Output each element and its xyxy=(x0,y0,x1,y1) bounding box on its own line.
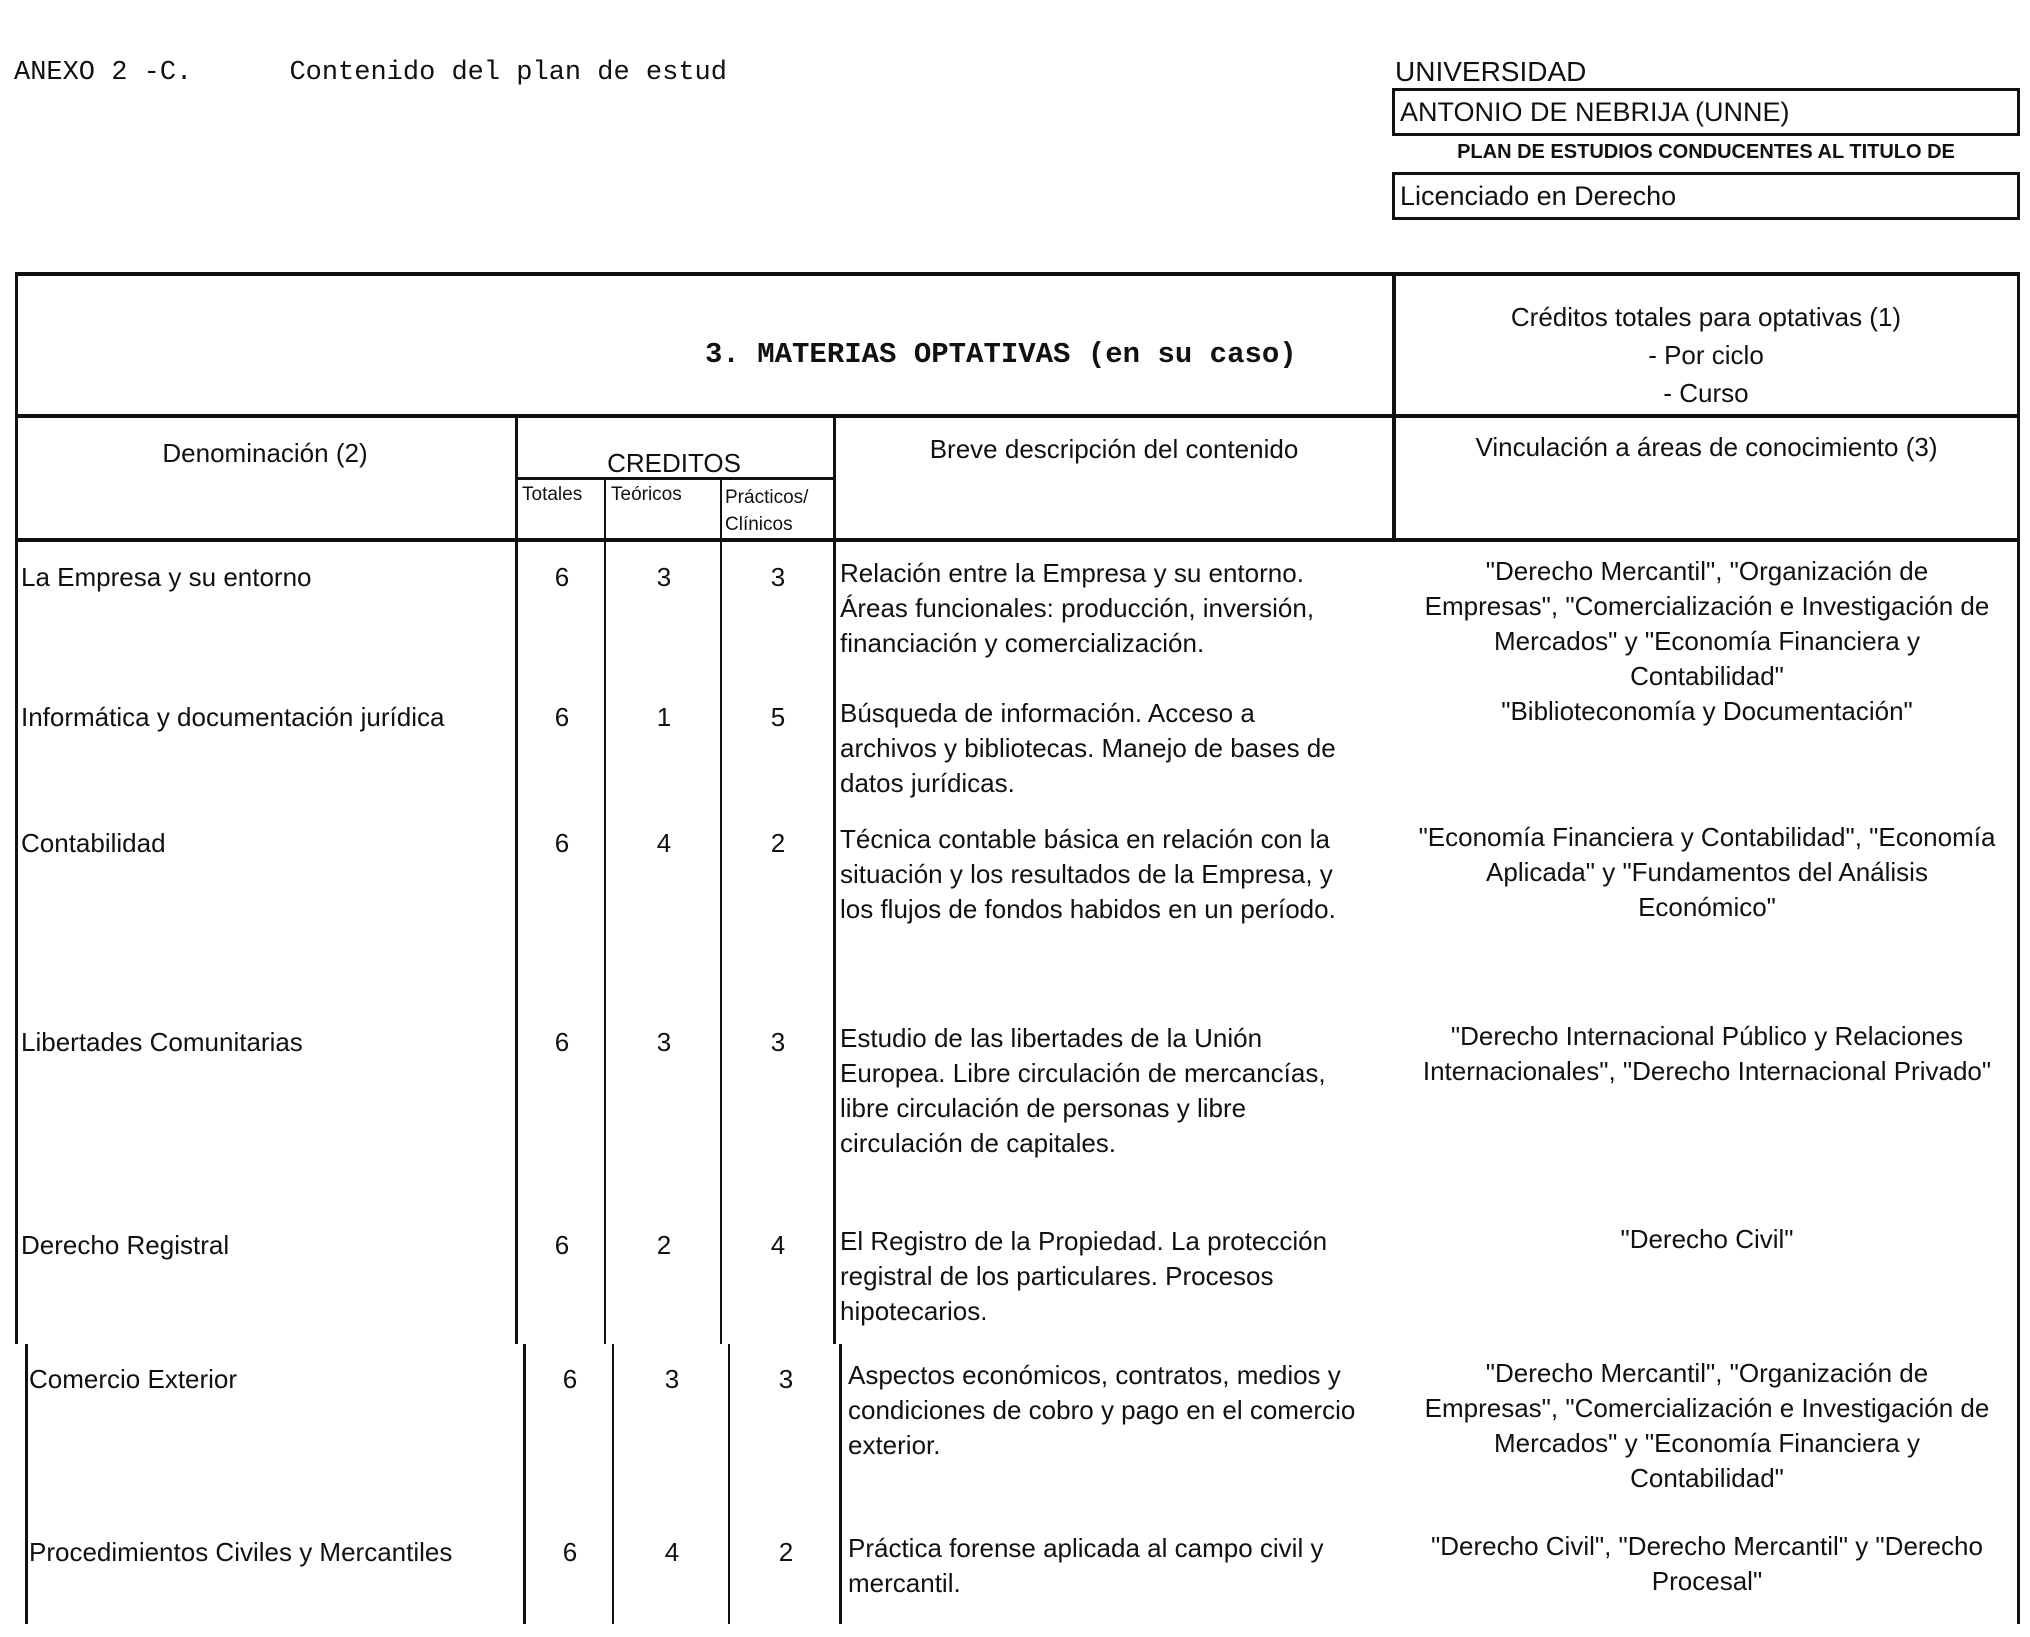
university-name-box: ANTONIO DE NEBRIJA (UNNE) xyxy=(1392,88,2020,136)
annex-label: ANEXO 2 -C. xyxy=(14,58,193,88)
description-line: Práctica forense aplicada al campo civil y xyxy=(848,1533,1324,1563)
description-line: registral de los particulares. Procesos xyxy=(840,1261,1274,1291)
subject-description xyxy=(840,1224,1385,1329)
area-line: Empresas", "Comercialización e Investigación de xyxy=(1424,1393,1990,1423)
header-divider xyxy=(15,414,2020,418)
area-line: Procesal" xyxy=(1651,1566,1763,1596)
credits-totals-cell: 6 xyxy=(554,828,570,858)
subject-name: Comercio Exterior xyxy=(29,1364,238,1394)
area-line: Mercados" y "Economía Financiera y xyxy=(1494,1428,1920,1458)
description-line: Relación entre la Empresa y su entorno. xyxy=(840,558,1304,588)
subject-description xyxy=(848,1531,1393,1601)
knowledge-areas xyxy=(1392,554,2022,694)
description-line: condiciones de cobro y pago en el comercio xyxy=(848,1395,1356,1425)
area-line: "Derecho Civil" xyxy=(1620,1224,1794,1254)
description-line: circulación de capitales. xyxy=(840,1128,1117,1158)
description-line: libre circulación de personas y libre xyxy=(840,1093,1247,1123)
credits-total-line: Créditos totales para optativas (1) xyxy=(1510,302,1902,332)
credits-practical-cell: 5 xyxy=(770,702,786,732)
area-line: Económico" xyxy=(1638,892,1776,922)
credits-totals-cell: 6 xyxy=(554,1027,570,1057)
description-line: hipotecarios. xyxy=(840,1296,988,1326)
description-line: Técnica contable básica en relación con la xyxy=(840,824,1330,854)
name-column-divider-lower xyxy=(523,1344,526,1624)
area-line: Aplicada" y "Fundamentos del Análisis xyxy=(1486,857,1928,887)
credits-totals-cell: 6 xyxy=(562,1364,578,1394)
description-column-divider xyxy=(833,414,836,1344)
subject-name: Informática y documentación jurídica xyxy=(21,702,445,732)
subject-name: Procedimientos Civiles y Mercantiles xyxy=(29,1537,453,1567)
subject-name: Contabilidad xyxy=(21,828,166,858)
content-title: Contenido del plan de estud xyxy=(289,58,727,88)
area-line: "Derecho Internacional Público y Relaciones xyxy=(1450,1021,1964,1051)
description-line: Europea. Libre circulación de mercancías, xyxy=(840,1058,1326,1088)
description-line: Estudio de las libertades de la Unión xyxy=(840,1023,1263,1053)
subject-name: Derecho Registral xyxy=(21,1230,230,1260)
area-line: "Biblioteconomía y Documentación" xyxy=(1501,696,1913,726)
totals-column-header: Totales xyxy=(522,484,583,505)
optional-subjects-table xyxy=(15,272,2020,1624)
description-line: Áreas funcionales: producción, inversión, xyxy=(840,593,1315,623)
subject-description xyxy=(840,696,1385,801)
description-line: Búsqueda de información. Acceso a xyxy=(840,698,1255,728)
credits-practical-cell: 2 xyxy=(770,828,786,858)
credits-practical-cell: 3 xyxy=(770,1027,786,1057)
credits-total-line: - Por ciclo xyxy=(1648,340,1764,370)
description-line: los flujos de fondos habidos en un período. xyxy=(840,894,1336,924)
credits-totals-cell: 6 xyxy=(554,562,570,592)
practical-header-line: Clínicos xyxy=(725,514,793,535)
column-header-divider xyxy=(15,538,2020,542)
area-line: "Economía Financiera y Contabilidad", "Economía xyxy=(1418,822,1996,852)
theory-column-divider xyxy=(720,480,722,1344)
practical-column-header xyxy=(725,484,808,538)
credits-practical-cell: 4 xyxy=(770,1230,786,1260)
area-line: Empresas", "Comercialización e Investigación de xyxy=(1424,591,1990,621)
description-line: El Registro de la Propiedad. La protección xyxy=(840,1226,1328,1256)
subject-name: Libertades Comunitarias xyxy=(21,1027,303,1057)
description-column-divider-lower xyxy=(839,1344,842,1624)
area-line: "Derecho Civil", "Derecho Mercantil" y "Derecho xyxy=(1431,1531,1983,1561)
areas-column-header: Vinculación a áreas de conocimiento (3) xyxy=(1475,432,1938,462)
totals-column-divider-lower xyxy=(612,1344,614,1624)
area-line: Mercados" y "Economía Financiera y xyxy=(1494,626,1920,656)
description-line: financiación y comercialización. xyxy=(840,628,1205,658)
theory-column-divider-lower xyxy=(728,1344,730,1624)
description-column-header: Breve descripción del contenido xyxy=(929,434,1299,464)
subject-description xyxy=(840,556,1385,661)
subject-description xyxy=(840,822,1385,927)
totals-column-divider xyxy=(604,480,606,1344)
degree-title-box: Licenciado en Derecho xyxy=(1392,172,2020,220)
theory-column-header: Teóricos xyxy=(611,484,682,505)
knowledge-areas xyxy=(1392,1356,2022,1496)
credits-column-header: CREDITOS xyxy=(607,448,741,478)
description-line: archivos y bibliotecas. Manejo de bases de xyxy=(840,733,1336,763)
area-line: Contabilidad" xyxy=(1630,1463,1784,1493)
credits-totals-cell: 6 xyxy=(562,1537,578,1567)
credits-totals-cell: 6 xyxy=(554,702,570,732)
name-column-divider xyxy=(515,414,518,1344)
credits-total-header xyxy=(1395,298,2017,412)
knowledge-areas xyxy=(1392,820,2022,925)
plan-label: PLAN DE ESTUDIOS CONDUCENTES AL TITULO DE xyxy=(1457,141,1955,163)
description-line: datos jurídicas. xyxy=(840,768,1015,798)
knowledge-areas xyxy=(1392,1529,2022,1599)
credits-theory-cell: 3 xyxy=(656,562,672,592)
credits-practical-cell: 3 xyxy=(770,562,786,592)
annex-header xyxy=(14,58,727,88)
practical-header-line: Prácticos/ xyxy=(725,487,809,508)
area-line: Contabilidad" xyxy=(1630,661,1784,691)
table-top-border xyxy=(15,272,2020,276)
area-line: Internacionales", "Derecho Internacional Privado" xyxy=(1422,1056,1992,1086)
credits-practical-cell: 2 xyxy=(778,1537,794,1567)
area-line: "Derecho Mercantil", "Organización de xyxy=(1485,556,1929,586)
credits-theory-cell: 4 xyxy=(656,828,672,858)
credits-theory-cell: 3 xyxy=(664,1364,680,1394)
description-line: exterior. xyxy=(848,1430,941,1460)
subject-description xyxy=(840,1021,1385,1161)
section-title: 3. MATERIAS OPTATIVAS (en su caso) xyxy=(705,338,1297,371)
knowledge-areas xyxy=(1392,694,2022,729)
knowledge-areas xyxy=(1392,1019,2022,1089)
credits-totals-cell: 6 xyxy=(554,1230,570,1260)
credits-practical-cell: 3 xyxy=(778,1364,794,1394)
credits-total-line: - Curso xyxy=(1663,378,1749,408)
credits-theory-cell: 3 xyxy=(656,1027,672,1057)
table-left-border-lower xyxy=(25,1344,28,1624)
description-line: mercantil. xyxy=(848,1568,961,1598)
subject-description xyxy=(848,1358,1393,1463)
description-line: Aspectos económicos, contratos, medios y xyxy=(848,1360,1341,1390)
description-line: situación y los resultados de la Empresa, y xyxy=(840,859,1333,889)
credits-theory-cell: 4 xyxy=(664,1537,680,1567)
subject-name: La Empresa y su entorno xyxy=(21,562,312,592)
credits-theory-cell: 2 xyxy=(656,1230,672,1260)
credits-theory-cell: 1 xyxy=(656,702,672,732)
table-left-border xyxy=(15,272,18,1344)
knowledge-areas xyxy=(1392,1222,2022,1257)
name-column-header: Denominación (2) xyxy=(162,438,368,468)
area-line: "Derecho Mercantil", "Organización de xyxy=(1485,1358,1929,1388)
university-label: UNIVERSIDAD xyxy=(1395,56,1587,87)
